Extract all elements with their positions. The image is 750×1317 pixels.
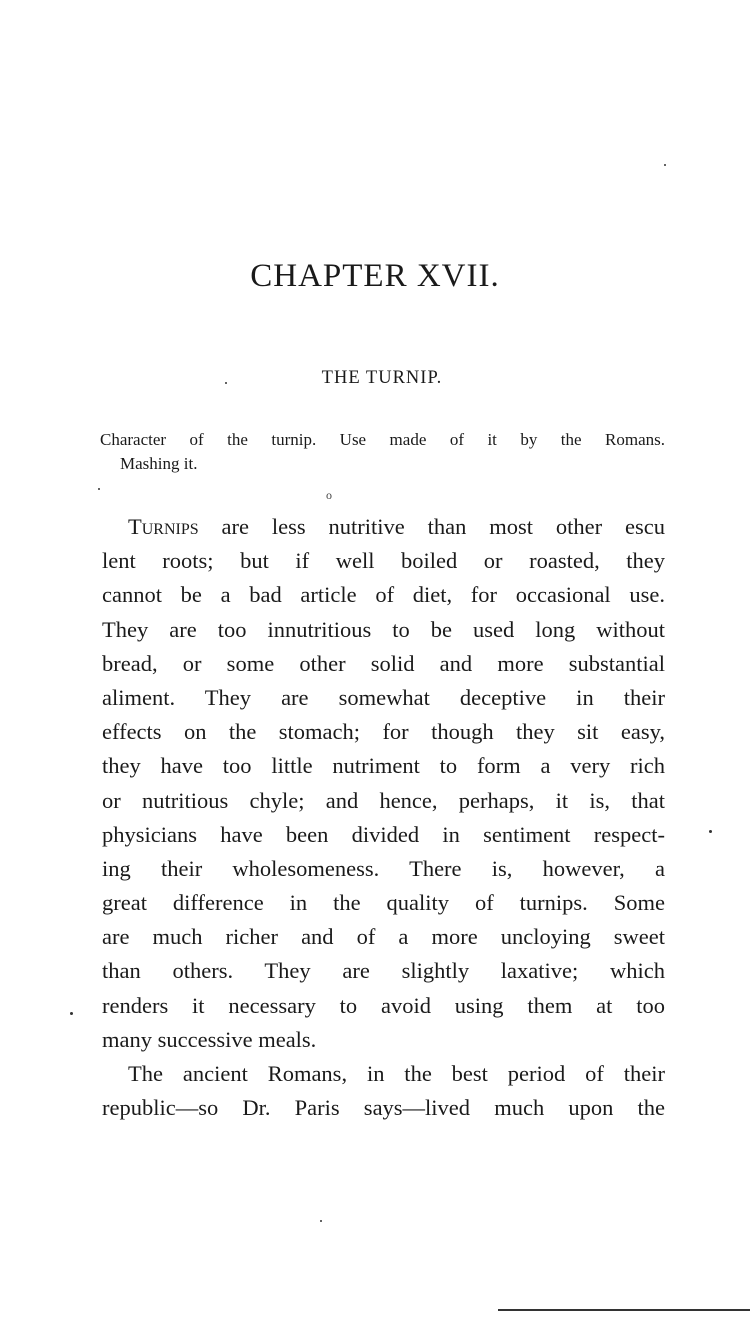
- speck-mark: [709, 830, 712, 833]
- body-text: [102, 510, 665, 1125]
- paragraph-line: cannot be a bad article of diet, for occasional use.: [102, 582, 665, 608]
- page-edge-rule: [498, 1309, 750, 1311]
- line-text: are less nutritive than most other escu: [198, 514, 665, 539]
- paragraph-line: they have too little nutriment to form a very rich: [102, 753, 665, 779]
- summary-line: Mashing it.: [120, 454, 198, 473]
- paragraph-line: ing their wholesomeness. There is, however, a: [102, 855, 665, 881]
- paragraph-line: [102, 510, 665, 544]
- paragraph-line: republic—so Dr. Paris says—lived much upon the: [102, 1095, 665, 1121]
- speck-mark: [98, 488, 100, 490]
- paragraph-line: than others. They are slightly laxative; which: [102, 958, 665, 984]
- speck-mark: [664, 164, 666, 166]
- paragraph-line: many successive meals.: [102, 1026, 317, 1052]
- chapter-heading: CHAPTER XVII.: [250, 258, 500, 294]
- paragraph-line: bread, or some other solid and more substantial: [102, 650, 665, 676]
- paragraph-line: renders it necessary to avoid using them at too: [102, 992, 665, 1018]
- print-mark: o: [326, 488, 332, 502]
- section-title: THE TURNIP.: [321, 368, 443, 388]
- paragraph-line: aliment. They are somewhat deceptive in their: [102, 684, 665, 710]
- paragraph-line: They are too innutritious to be used long without: [102, 616, 665, 642]
- paragraph-line: are much richer and of a more uncloying sweet: [102, 924, 665, 950]
- drop-smallcaps-word: Turnips: [128, 514, 199, 539]
- paragraph-line: great difference in the quality of turnips. Some: [102, 890, 665, 916]
- summary-line: Character of the turnip. Use made of it by the Romans.: [100, 430, 665, 449]
- paragraph-line: physicians have been divided in sentiment respect-: [102, 821, 665, 847]
- speck-mark: [225, 382, 227, 384]
- chapter-summary: [100, 428, 665, 476]
- speck-mark: [320, 1220, 322, 1222]
- paragraph-line: lent roots; but if well boiled or roasted, they: [102, 548, 665, 574]
- paragraph-line: effects on the stomach; for though they sit easy,: [102, 719, 665, 745]
- paragraph-line: or nutritious chyle; and hence, perhaps, it is, that: [102, 787, 665, 813]
- paragraph-line: The ancient Romans, in the best period of their: [128, 1061, 665, 1086]
- speck-mark: [70, 1012, 73, 1015]
